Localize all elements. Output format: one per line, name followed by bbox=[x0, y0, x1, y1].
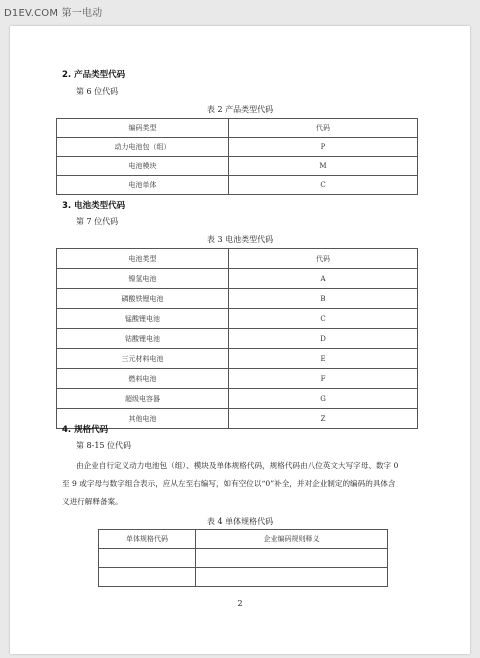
table-cell: 燃料电池 bbox=[57, 369, 229, 389]
section-4-line: 第 8-15 位代码 bbox=[76, 441, 132, 450]
table-row bbox=[57, 289, 418, 309]
section-2-heading: 2. 产品类型代码 bbox=[62, 70, 126, 80]
table-2-header-cell: 代码 bbox=[229, 119, 418, 138]
table-cell: A bbox=[229, 269, 418, 289]
table-row bbox=[57, 269, 418, 289]
table-cell: 三元材料电池 bbox=[57, 349, 229, 369]
table-row bbox=[57, 157, 418, 176]
page-number: 2 bbox=[237, 599, 243, 608]
table-cell: 超级电容器 bbox=[57, 389, 229, 409]
table-cell: B bbox=[229, 289, 418, 309]
watermark-text: D1EV.COM 第一电动 bbox=[4, 8, 103, 19]
section-3-heading: 3. 电池类型代码 bbox=[62, 201, 126, 211]
section-4-heading: 4. 规格代码 bbox=[62, 425, 109, 435]
table-4 bbox=[98, 529, 388, 587]
table-3 bbox=[56, 248, 418, 429]
table-row bbox=[99, 549, 388, 568]
table-4-caption: 表 4 单体规格代码 bbox=[206, 517, 274, 526]
table-row bbox=[57, 369, 418, 389]
table-2-header-row bbox=[57, 119, 418, 138]
table-4-header-cell: 企业编码规则释义 bbox=[196, 530, 388, 549]
table-2-header-cell: 编码类型 bbox=[57, 119, 229, 138]
table-3-header-row bbox=[57, 249, 418, 269]
table-3-caption: 表 3 电池类型代码 bbox=[206, 235, 274, 244]
section-4-paragraph-line-3: 义进行解释备案。 bbox=[62, 497, 123, 506]
table-3-header-cell: 代码 bbox=[229, 249, 418, 269]
table-cell: P bbox=[229, 138, 418, 157]
table-3-header-cell: 电池类型 bbox=[57, 249, 229, 269]
table-cell: 镍氢电池 bbox=[57, 269, 229, 289]
document-page bbox=[10, 26, 470, 654]
table-row bbox=[57, 309, 418, 329]
table-cell: 动力电池包（组） bbox=[57, 138, 229, 157]
table-cell bbox=[99, 549, 196, 568]
table-4-header-row bbox=[99, 530, 388, 549]
table-cell: 磷酸铁锂电池 bbox=[57, 289, 229, 309]
section-2-line: 第 6 位代码 bbox=[76, 87, 119, 96]
table-row bbox=[99, 568, 388, 587]
table-cell: C bbox=[229, 176, 418, 195]
table-cell bbox=[196, 549, 388, 568]
table-4-header-cell: 单体规格代码 bbox=[99, 530, 196, 549]
table-cell: 电池模块 bbox=[57, 157, 229, 176]
table-cell bbox=[99, 568, 196, 587]
table-cell: C bbox=[229, 309, 418, 329]
table-cell: 钴酸锂电池 bbox=[57, 329, 229, 349]
table-cell: G bbox=[229, 389, 418, 409]
section-4-paragraph-line-2: 至 9 或字母与数字组合表示，应从左至右编写，如有空位以“0”补全，并对企业制定的编码的具体含 bbox=[62, 479, 396, 488]
section-3-line: 第 7 位代码 bbox=[76, 217, 119, 226]
table-row bbox=[57, 176, 418, 195]
table-cell: F bbox=[229, 369, 418, 389]
table-cell: Z bbox=[229, 409, 418, 429]
table-row bbox=[57, 349, 418, 369]
table-cell: E bbox=[229, 349, 418, 369]
table-row bbox=[57, 329, 418, 349]
table-row bbox=[57, 389, 418, 409]
table-cell: 锰酸锂电池 bbox=[57, 309, 229, 329]
table-cell: 其他电池 bbox=[57, 409, 229, 429]
table-row bbox=[57, 138, 418, 157]
table-cell: M bbox=[229, 157, 418, 176]
table-cell: 电池单体 bbox=[57, 176, 229, 195]
table-cell bbox=[196, 568, 388, 587]
table-cell: D bbox=[229, 329, 418, 349]
section-4-paragraph-line-1: 由企业自行定义动力电池包（组）、模块及单体规格代码，规格代码由八位英文大写字母、数字 0 bbox=[76, 461, 399, 470]
table-2 bbox=[56, 118, 418, 195]
table-row bbox=[57, 409, 418, 429]
table-2-caption: 表 2 产品类型代码 bbox=[206, 105, 274, 114]
